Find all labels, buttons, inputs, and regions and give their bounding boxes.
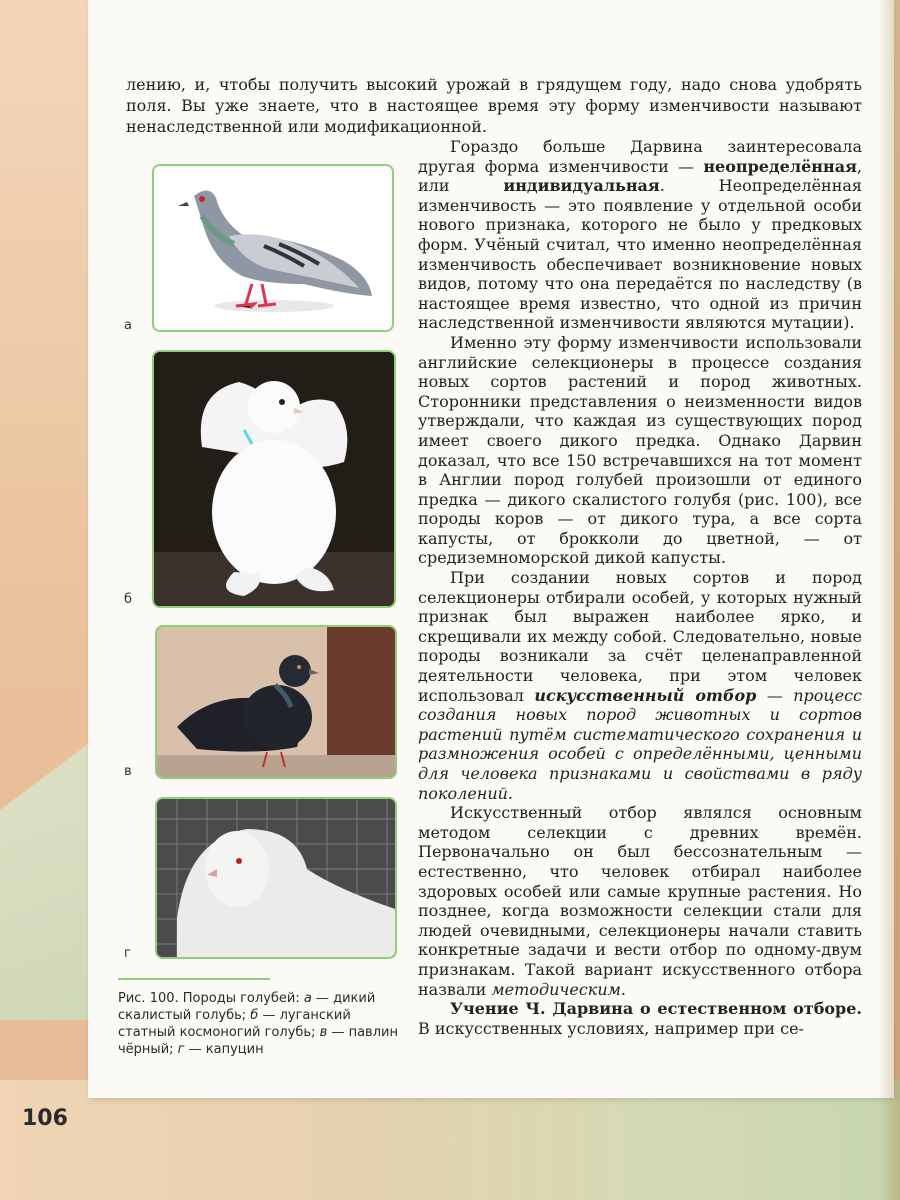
paragraph-indeterminate-variation bbox=[418, 137, 862, 333]
artificial-selection-definition: — процесс создания новых пород животных и сортов растений путём систематического сохранения и размножения особей с определёнными, ценными для человека признаками и свойствами в ряду поколений. bbox=[418, 685, 862, 803]
term-indeterminate: неопределённая bbox=[703, 156, 857, 176]
caption-text-b: — луганский статный космоногий голубь; bbox=[118, 1008, 351, 1040]
caption-letter-b: б bbox=[250, 1008, 259, 1023]
white-pigeon-image bbox=[154, 352, 394, 606]
caption-text-g: — капуцин bbox=[188, 1042, 264, 1057]
paragraph-breeders: Именно эту форму изменчивости использовали английские селекционеры в процессе создания новых сортов растений и пород животных. Сторонники представления о неизменности видов утверждали, что каждая из существующих пород имеет своего дикого предка. Однако Дарвин доказал, что все 150 встречавшихся на тот момент в Англии пород голубей произошли от единого предка — дикого скалистого голубя (рис. 100), все породы коров — от дикого тура, а все сорта капусты, от брокколи до цветной, — от средиземноморской дикой капусты. bbox=[418, 332, 862, 568]
caption-prefix: Рис. 100. Породы голубей: bbox=[118, 991, 300, 1006]
page-number: 106 bbox=[22, 1106, 68, 1131]
intro-text bbox=[126, 74, 862, 137]
figure-luhansk-pigeon bbox=[152, 350, 396, 608]
figure-jacobin-pigeon bbox=[155, 797, 397, 959]
figure-caption bbox=[118, 990, 398, 1058]
p3-text-a: При создании новых сортов и пород селекционеры отбирали особей, у которых нужный признак был выражен наиболее ярко, и скрещивали их между собой. Следовательно, новые породы возникали за счёт целенаправленной деятельности человека, при этом человек использовал bbox=[418, 568, 862, 705]
paragraph-selection-methods bbox=[418, 803, 862, 999]
rock-pigeon-image bbox=[154, 166, 392, 330]
term-artificial-selection: искусственный отбор bbox=[534, 685, 757, 705]
intro-paragraph: лению, и, чтобы получить высокий урожай в грядущем году, надо снова удобрять поля. Вы уже знаете, что в настоящее время эту форму изменчивости называют ненаследственной или модификационной. bbox=[126, 75, 862, 136]
figure-label-b: б bbox=[124, 592, 133, 607]
p5-text-b: В искусственных условиях, например при се- bbox=[418, 1018, 804, 1038]
figure-label-a: а bbox=[124, 318, 132, 333]
paragraph-natural-selection bbox=[418, 999, 862, 1038]
figure-black-peacock-pigeon bbox=[155, 625, 397, 779]
p4-text-a: Искусственный отбор являлся основным методом селекции с древних времён. Первоначально он был бессознательным — естественно, что человек отбирал наиболее здоровых особей или самые крупные растения. Но позднее, когда возможности селекции стали для людей очевидными, селекционеры начали ставить конкретные задачи и вести отбор по одному-двум признакам. Такой вариант искусственного отбора назвали bbox=[418, 803, 862, 999]
book-spine-shadow bbox=[878, 0, 900, 1200]
main-text-column bbox=[418, 137, 862, 1038]
section-heading-natural-selection: Учение Ч. Дарвина о естественном отборе. bbox=[450, 999, 862, 1019]
bottom-background bbox=[0, 1080, 900, 1200]
caption-text-a: — дикий скалистый голубь; bbox=[118, 991, 376, 1023]
p1-text-c: , или bbox=[418, 156, 862, 196]
p1-text-a: Гораздо больше Дарвина заинтересовала другая форма изменчивости — bbox=[418, 137, 862, 176]
figure-label-v: в bbox=[124, 764, 132, 779]
black-pigeon-image bbox=[157, 627, 395, 777]
caption-letter-v: в bbox=[319, 1025, 328, 1040]
p4-text-c: . bbox=[620, 979, 626, 999]
paragraph-artificial-selection bbox=[418, 568, 862, 803]
jacobin-pigeon-image bbox=[157, 799, 395, 957]
caption-text-v: — павлин чёрный; bbox=[118, 1025, 398, 1057]
caption-letter-a: а bbox=[303, 991, 312, 1006]
caption-letter-g: г bbox=[177, 1042, 185, 1057]
figure-rock-pigeon bbox=[152, 164, 394, 332]
term-individual: индивидуальная bbox=[503, 176, 660, 196]
figure-label-g: г bbox=[124, 946, 131, 961]
caption-divider bbox=[118, 978, 270, 980]
term-methodical: методическим bbox=[491, 979, 621, 999]
p1-text-e: . Неопределённая изменчивость — это появление у отдельной особи нового признака, которого не было у предковых форм. Учёный считал, что именно неопределённая изменчивость обеспечивает возникновение новых видов, потому что она передаётся по наследству (в настоящее время известно, что одной из причин наследственной изменчивости являются мутации). bbox=[418, 176, 862, 333]
